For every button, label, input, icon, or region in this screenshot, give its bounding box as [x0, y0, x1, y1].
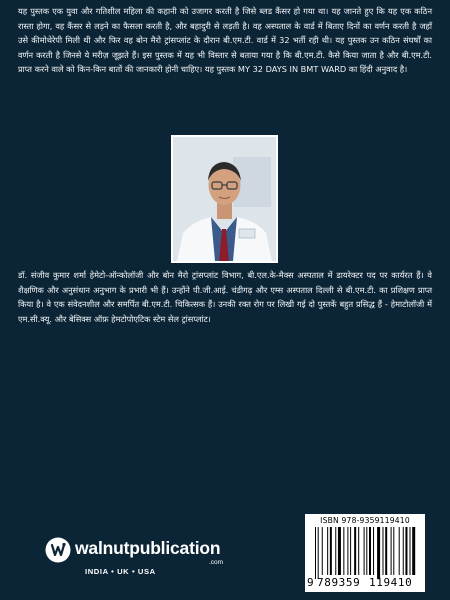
publisher-domain: .com — [209, 559, 224, 566]
walnut-logo-icon — [45, 537, 71, 563]
publisher-name: walnutpublication — [75, 538, 221, 558]
book-blurb: यह पुस्तक एक युवा और गतिशील महिला की कहानी को उजागर करती है जिसे ब्लड कैंसर हो गया था। यह जानते हुए कि यह एक कठिन रास्ता होगा, वह कैंसर से लड़ने का फैसला करती है, और बहादुरी से लड़ती है। वह अस्पताल के वार्ड में बिताए दिनों का वर्णन करती है जहाँ उसे कीमोथेरेपी मिली थी और फिर वह बोन मैरो ट्रांसप्लांट के दौरान बी.एम.टी. वार्ड में 32 भर्ती रही थी। यह पुस्तक उन कठिन संघर्षों का वर्णन करती है जिनसे ये मरीज़ जूझते हैं। इस पुस्तक में यह भी विस्तार से बताया गया है कि बी.एम.टी. कैसे किया जाता है और बी.एम.टी. प्राप्त करने वाले को किन-किन बातों की जानकारी होनी चाहिए। यह पुस्तक MY 32 DAYS IN BMT WARD का हिंदी अनुवाद है। — [18, 6, 432, 75]
isbn-label: ISBN 978-9359119410 — [320, 516, 410, 525]
barcode-digit-first: 9 — [307, 576, 314, 589]
barcode-digits — [305, 576, 425, 590]
publisher-regions: INDIA • UK • USA — [85, 567, 156, 576]
author-photo-frame — [171, 135, 278, 263]
author-portrait-icon — [173, 137, 276, 261]
barcode-digits-right: 119410 — [369, 576, 413, 589]
isbn-barcode — [305, 514, 425, 592]
barcode-digits-left: 789359 — [317, 576, 361, 589]
publisher-block — [45, 534, 235, 590]
author-bio: डॉ. संजीव कुमार शर्मा हेमेटो-ऑन्कोलॉजी और बोन मैरो ट्रांसप्लांट विभाग, बी.एल.के-मैक्स अस्पताल में डायरेक्टर पद पर कार्यरत हैं। वे शैक्षणिक और अनुसंधान अनुभाग के प्रभारी भी हैं। उन्होंने पी.जी.आई. चंडीगढ़ और एम्स अस्पताल दिल्ली से बी.एम.टी. का प्रशिक्षण प्राप्त किया है। वे एक संवेदनशील और समर्पित बी.एम.टी. चिकित्सक हैं। उनकी रक्त रोग पर लिखी गई दो पुस्तकें बहुत प्रसिद्ध हैं - हेमाटोलॉजी में एम.सी.क्यू. और बेसिक्स ऑफ़ हेमटोपोएटिक स्टेम सेल ट्रांसप्लांट। — [18, 270, 433, 324]
